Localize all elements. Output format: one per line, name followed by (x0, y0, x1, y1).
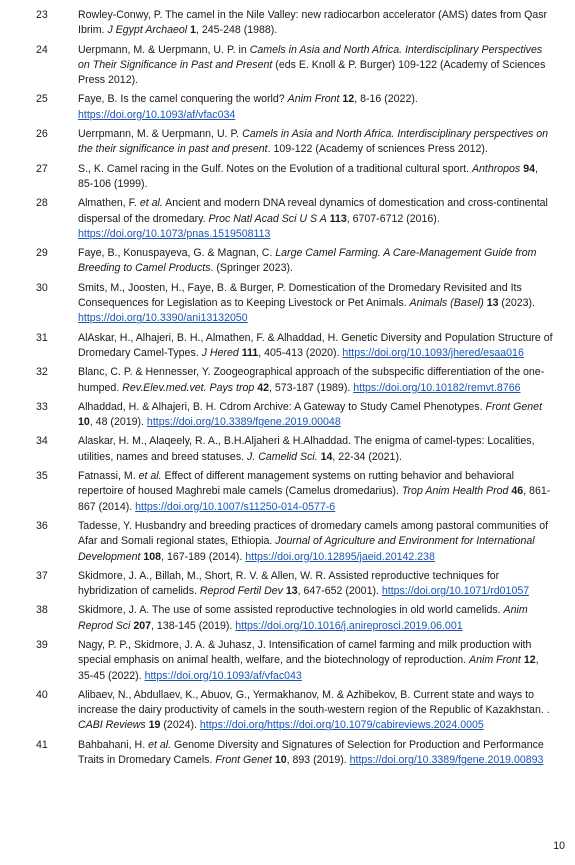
citation-text: Effect of different management systems on rutting behavior and behavioral repertoire of housed Maghrebi male camels (Camelus dromedarius). (78, 470, 514, 498)
italic-text: Animals (Basel) (409, 297, 484, 310)
citation-text: , 573-187 (1989). (269, 381, 354, 394)
doi-link[interactable]: https://doi.org/10.10182/remvt.8766 (353, 381, 521, 394)
volume-number: 12 (523, 654, 536, 667)
reference-item (36, 434, 556, 465)
reference-text (78, 519, 556, 565)
citation-text: , 22-34 (2021). (332, 450, 402, 463)
citation-text: Smits, M., Joosten, H., Faye, B. & Burger, P. Domestication of the Dromedary Revisited and Its Consequences for Legislation as to Keeping Livestock or Pet Animals. (78, 281, 522, 310)
reference-number: 35 (36, 470, 48, 483)
citation-text: Uerpmann, M. & Uerpmann, U. P. in (78, 43, 250, 56)
italic-text: CABI Reviews (78, 719, 146, 732)
citation-text: Genome Diversity and Signatures of Selection for Production and Performance Traits in Dromedary Camels. (78, 738, 544, 767)
reference-item (36, 162, 556, 193)
volume-number: 207 (133, 619, 152, 632)
citation-text: , 138-145 (2019). (151, 619, 236, 632)
volume-number: 19 (148, 719, 161, 732)
reference-number: 30 (36, 281, 48, 294)
volume-number: 94 (523, 162, 535, 175)
citation-text: Faye, B., Konuspayeva, G. & Magnan, C. (78, 247, 276, 260)
volume-number: 13 (486, 297, 499, 310)
citation-text: , 405-413 (2020). (258, 346, 343, 359)
italic-text: Large Camel Farming. A Care-Management Guide from Breeding to Camel Products (78, 247, 537, 275)
doi-link[interactable]: https://doi.org/10.1016/j.anireprosci.2019.06.001 (235, 619, 463, 632)
italic-text: Camels in Asia and North Africa. Interdisciplinary Perspectives on Their Significance in Past and Present (78, 43, 543, 71)
reference-text (78, 196, 556, 242)
reference-text (78, 638, 556, 684)
citation-text: Bahbahani, H. (78, 738, 149, 751)
reference-item (36, 569, 556, 600)
reference-number: 23 (36, 9, 48, 21)
citation-text: , 35-45 (2022). (78, 654, 539, 682)
reference-item (36, 8, 556, 39)
reference-number: 41 (36, 738, 48, 751)
citation-text: Blanc, C. P. & Hennesser, Y. Zoogeographical approach of the subspecific differentiation of the one-humped. (78, 366, 545, 394)
citation-text: Alhaddad, H. & Alhajeri, B. H. Cdrom Archive: A Gateway to Study Camel Phenotypes. (78, 400, 486, 413)
reference-number: 37 (36, 569, 48, 582)
doi-link[interactable]: https://doi.org/10.1093/jhered/esaa016 (342, 346, 524, 359)
citation-text: (2023). (498, 297, 535, 310)
doi-link[interactable]: https://doi.org/https://doi.org/10.1079/cabireviews.2024.0005 (199, 719, 484, 732)
citation-text: Rowley-Conwy, P. The camel in the Nile Valley: new radiocarbon accelerator (AMS) dates from Qasr Ibrim. (78, 9, 548, 37)
italic-text: Trop Anim Health Prod (401, 485, 509, 498)
italic-text: Anthropos (471, 162, 521, 175)
reference-list (36, 8, 556, 772)
reference-text (78, 688, 556, 734)
reference-number: 27 (36, 162, 48, 175)
volume-number: 10 (274, 754, 287, 767)
doi-link[interactable]: https://doi.org/10.1093/af/vfac034 (78, 108, 236, 121)
reference-number: 26 (36, 128, 48, 141)
doi-link[interactable]: https://doi.org/10.3390/ani13132050 (78, 312, 248, 325)
italic-text: et al. (148, 738, 172, 751)
reference-text (78, 8, 556, 39)
reference-number: 24 (36, 43, 48, 56)
italic-text: Camels in Asia and North Africa. Interdisciplinary perspectives on the their significance in past and present (78, 128, 549, 156)
citation-text: Uerrpmann, M. & Uerpmann, U. P. (78, 128, 243, 141)
reference-item (36, 196, 556, 242)
volume-number: 46 (511, 485, 524, 498)
doi-link[interactable]: https://doi.org/10.12895/jaeid.20142.238 (245, 550, 435, 563)
citation-text: Skidmore, J. A. The use of some assisted reproductive technologies in old world camelids. (78, 604, 504, 617)
reference-text (78, 469, 556, 515)
reference-item (36, 43, 556, 89)
reference-text (78, 569, 556, 600)
volume-number: 10 (78, 416, 90, 429)
reference-item (36, 688, 556, 734)
reference-item (36, 638, 556, 684)
reference-number: 31 (36, 331, 48, 344)
reference-number: 32 (36, 366, 48, 379)
doi-link[interactable]: https://doi.org/10.1007/s11250-014-0577-6 (135, 500, 336, 513)
reference-number: 36 (36, 519, 48, 532)
reference-item (36, 400, 556, 431)
citation-text: Alibaev, N., Abdullaev, K., Abuov, G., Yermakhanov, M. & Azhibekov, B. Current state and ways to increase the dairy productivity of camels in the south-western region of the Republic of Kazakhstan. . (78, 688, 550, 717)
reference-text (78, 331, 556, 362)
reference-number: 39 (36, 638, 48, 651)
reference-item (36, 246, 556, 277)
reference-number: 29 (36, 247, 48, 260)
italic-text: J Hered (201, 346, 239, 359)
reference-item (36, 281, 556, 327)
doi-link[interactable]: https://doi.org/10.3389/fgene.2019.00893 (349, 754, 544, 767)
citation-text: Fatnassi, M. (78, 470, 139, 483)
italic-text: et al. (138, 470, 162, 483)
reference-item (36, 365, 556, 396)
citation-text: Tadesse, Y. Husbandry and breeding practices of dromedary camels among pastoral communities of Afar and Somali regional states, Ethiopia. (78, 519, 549, 548)
doi-link[interactable]: https://doi.org/10.1071/rd01057 (381, 585, 530, 598)
volume-number: 13 (285, 585, 298, 598)
italic-text: Journal of Agriculture and Environment for International Development (78, 535, 535, 563)
citation-text: , 48 (2019). (89, 416, 147, 429)
citation-text: , 893 (2019). (286, 754, 350, 767)
citation-text: Alaskar, H. M., Alaqeely, R. A., B.H.Aljaheri & H.Alhaddad. The enigma of camel-types: Localities, utilities, names and breed statuses. (78, 435, 535, 463)
italic-text: J. Camelid Sci. (247, 450, 318, 463)
reference-text (78, 434, 556, 465)
doi-link[interactable]: https://doi.org/10.3389/fgene.2019.00048 (146, 416, 341, 429)
italic-text: Anim Reprod Sci (78, 604, 528, 632)
doi-link[interactable]: https://doi.org/10.1073/pnas.1519508113 (78, 227, 271, 240)
reference-text (78, 400, 556, 431)
reference-text (78, 738, 556, 769)
reference-item (36, 127, 556, 158)
reference-text (78, 43, 556, 89)
volume-number: 42 (257, 381, 270, 394)
page-number: 10 (553, 840, 565, 852)
citation-text: (2024). (160, 719, 200, 732)
reference-text (78, 162, 556, 193)
reference-item (36, 92, 556, 123)
italic-text: Anim Front (469, 654, 521, 667)
volume-number: 14 (320, 450, 333, 463)
italic-text: Front Genet (485, 400, 543, 413)
volume-number: 108 (143, 550, 162, 563)
citation-text: Skidmore, J. A., Billah, M., Short, R. V. & Allen, W. R. Assisted reproductive techniques for hybridization of camelids. (78, 569, 500, 598)
citation-text: Nagy, P. P., Skidmore, J. A. & Juhasz, J. Intensification of camel farming and milk production with special emphasis on animal health, welfare, and the biotechnology of reproduction. (78, 638, 532, 667)
citation-text: , 8-16 (2022). (354, 93, 418, 106)
reference-number: 38 (36, 604, 48, 617)
italic-text: Anim Front (287, 93, 340, 106)
volume-number: 1 (190, 24, 196, 37)
citation-text: , 245-248 (1988). (196, 24, 278, 37)
reference-number: 33 (36, 400, 48, 413)
reference-item (36, 469, 556, 515)
citation-text: , 647-652 (2001). (297, 585, 382, 598)
reference-item (36, 519, 556, 565)
italic-text: Rev.Elev.med.vet. Pays trop (122, 381, 255, 394)
citation-text: Faye, B. Is the camel conquering the world? (78, 93, 288, 106)
citation-text: , 85-106 (1999). (78, 162, 538, 190)
reference-item (36, 603, 556, 634)
citation-text: , 6707-6712 (2016). (346, 212, 440, 225)
citation-text: , 861-867 (2014). (78, 485, 551, 513)
italic-text: J Egypt Archaeol (107, 24, 188, 37)
reference-text (78, 127, 556, 158)
citation-text: S., K. Camel racing in the Gulf. Notes on the Evolution of a traditional cultural sport. (78, 162, 472, 175)
citation-text: AlAskar, H., Alhajeri, B. H., Almathen, F. & Alhaddad, H. Genetic Diversity and Population Structure of Dromedary Camel-Types. (78, 331, 553, 359)
italic-text: et al. (139, 197, 163, 210)
reference-number: 28 (36, 197, 48, 210)
volume-number: 113 (329, 212, 347, 225)
reference-text (78, 603, 556, 634)
reference-text (78, 246, 556, 277)
citation-text: (eds E. Knoll & P. Burger) 109-122 (Academy of Sciences Press 2012). (78, 58, 546, 87)
reference-number: 40 (36, 688, 48, 701)
reference-number: 34 (36, 435, 48, 448)
reference-text (78, 365, 556, 396)
citation-text: Almathen, F. (78, 197, 140, 210)
reference-text (78, 281, 556, 327)
italic-text: Reprod Fertil Dev (199, 585, 283, 598)
citation-text: . (Springer 2023). (210, 262, 293, 275)
volume-number: 111 (241, 346, 259, 359)
volume-number: 12 (342, 93, 355, 106)
citation-text: , 167-189 (2014). (161, 550, 246, 563)
italic-text: Proc Natl Acad Sci U S A (208, 212, 327, 225)
reference-item (36, 331, 556, 362)
italic-text: Front Genet (215, 754, 272, 767)
doi-link[interactable]: https://doi.org/10.1093/af/vfac043 (144, 669, 302, 682)
reference-number: 25 (36, 93, 48, 106)
reference-item (36, 738, 556, 769)
citation-text: Ancient and modern DNA reveal dynamics of domestication and cross-continental dispersal of the dromedary. (78, 197, 548, 225)
reference-text (78, 92, 556, 123)
citation-text: . 109-122 (Academy of scniences Press 2012). (267, 143, 488, 156)
